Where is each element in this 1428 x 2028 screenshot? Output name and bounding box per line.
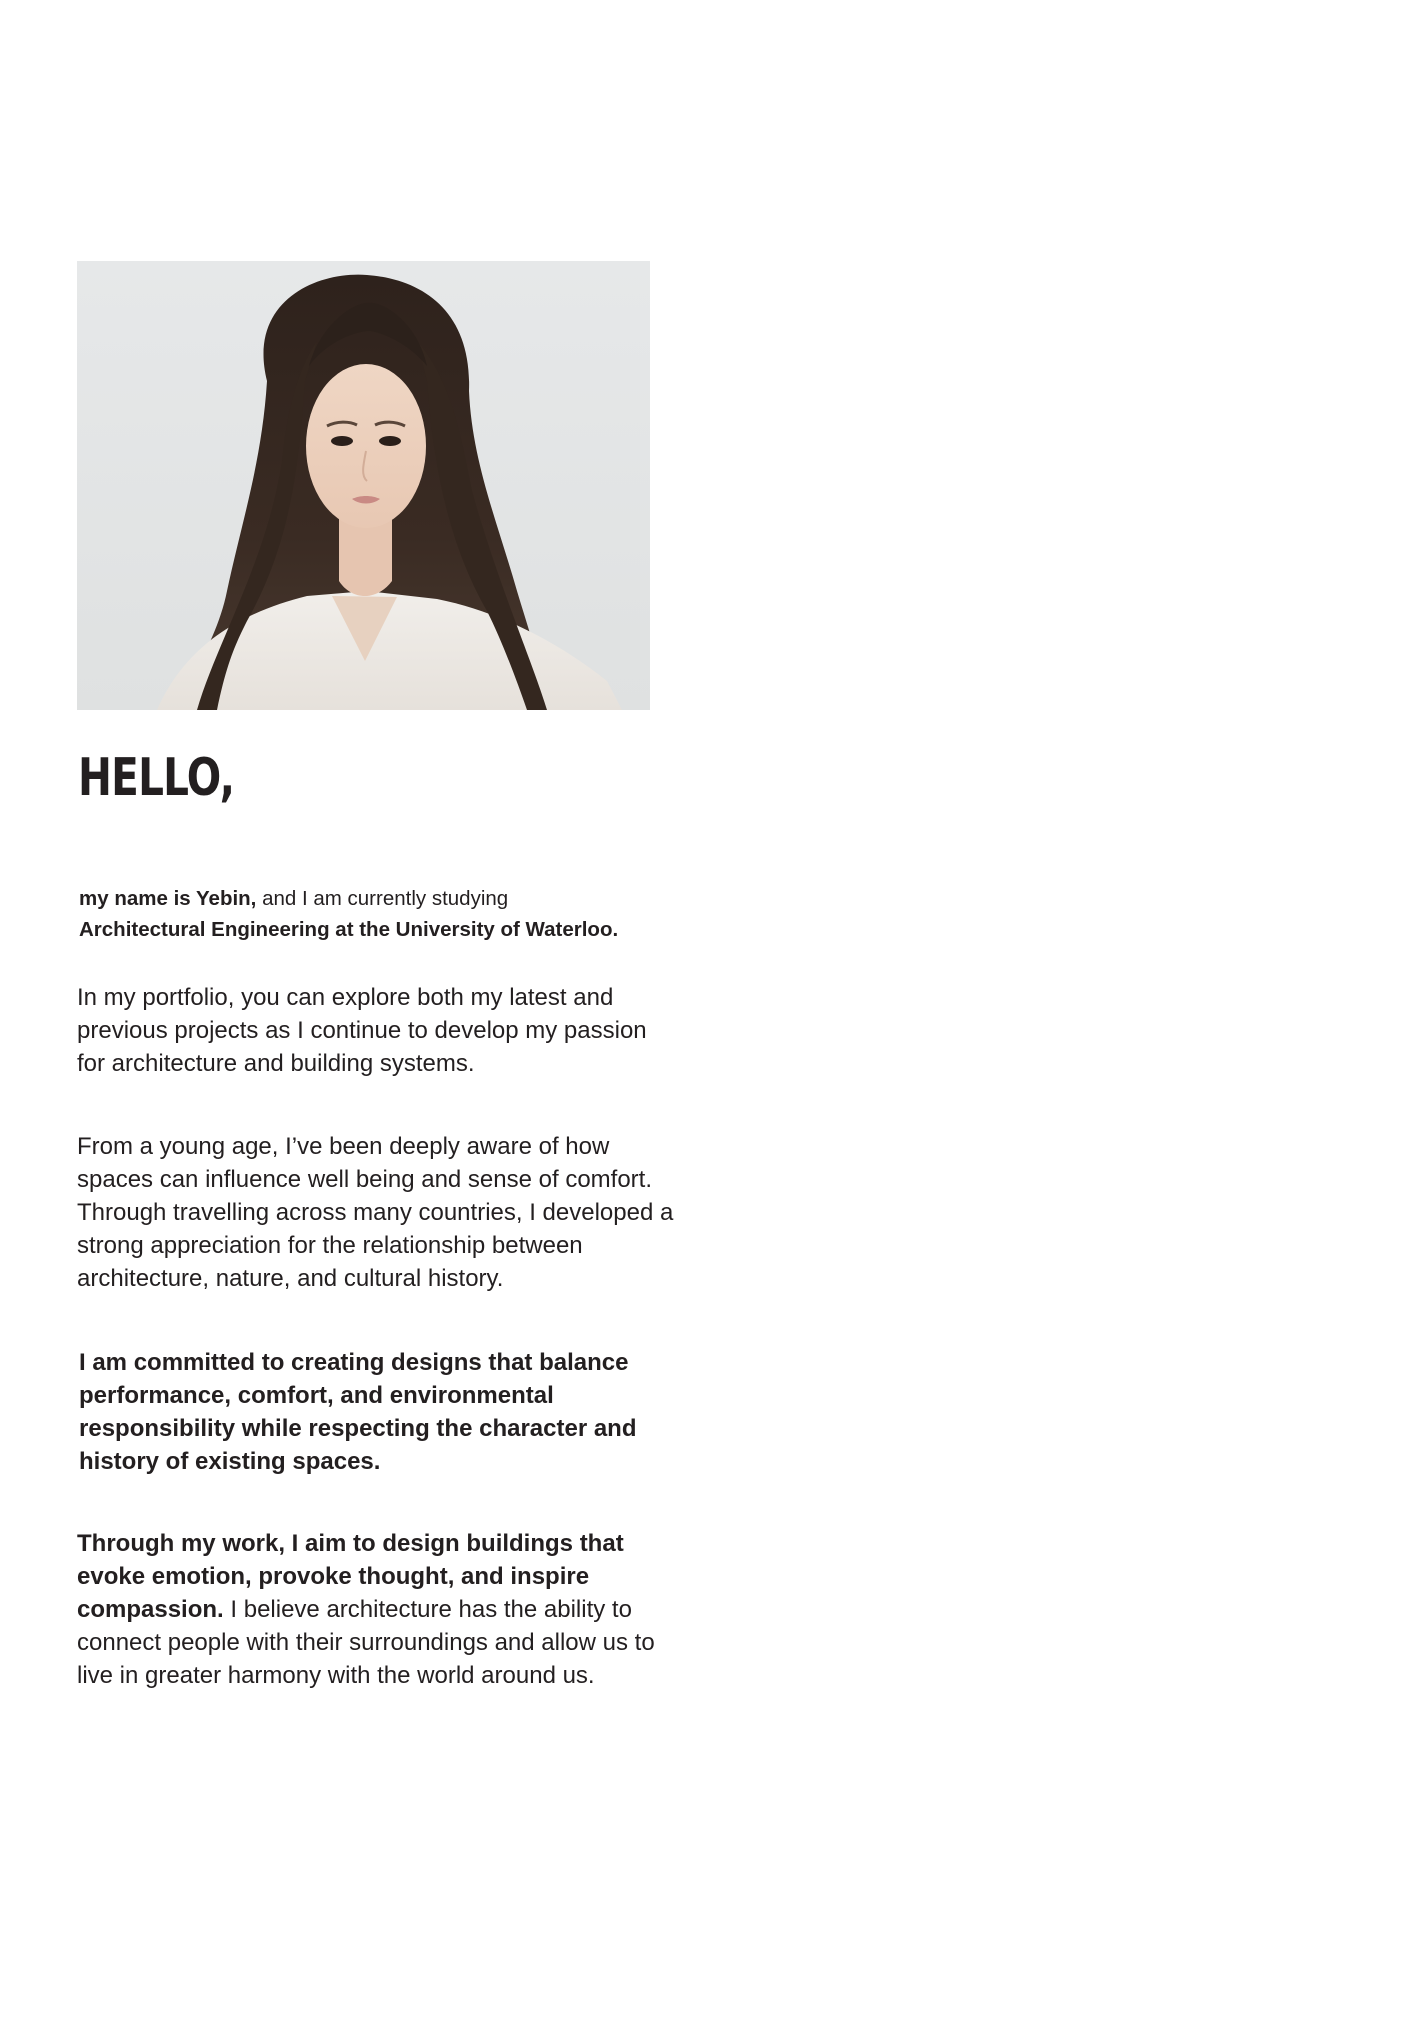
intro-program: Architectural Engineering at the University of Waterloo. xyxy=(79,918,619,941)
portfolio-paragraph: In my portfolio, you can explore both my latest and previous projects as I continue to develop my passion for architecture and building systems. xyxy=(77,984,647,1077)
page-title: HELLO, xyxy=(78,748,235,808)
intro-studying: and I am currently studying xyxy=(256,887,509,910)
aim-bold-text: Through my work, I aim to design buildings that evoke emotion, provoke thought, and inspire compassion. xyxy=(77,1530,624,1623)
intro-name: my name is Yebin, xyxy=(79,887,257,910)
portrait-illustration xyxy=(77,261,650,710)
portrait-photo xyxy=(77,261,650,710)
aim-regular-text: I believe architecture has the ability to connect people with their surroundings and allow us to live in greater harmony with the world around us. xyxy=(77,1596,655,1689)
aim-paragraph xyxy=(77,1527,677,1692)
background-paragraph: From a young age, I’ve been deeply aware of how spaces can influence well being and sense of comfort. Through travelling across many countries, I developed a strong appreciation for the relationship between architecture, nature, and cultural history. xyxy=(77,1133,674,1292)
commitment-paragraph: I am committed to creating designs that balance performance, comfort, and environmental responsibility while respecting the character and history of existing spaces. xyxy=(79,1349,637,1475)
intro-text xyxy=(79,883,679,945)
